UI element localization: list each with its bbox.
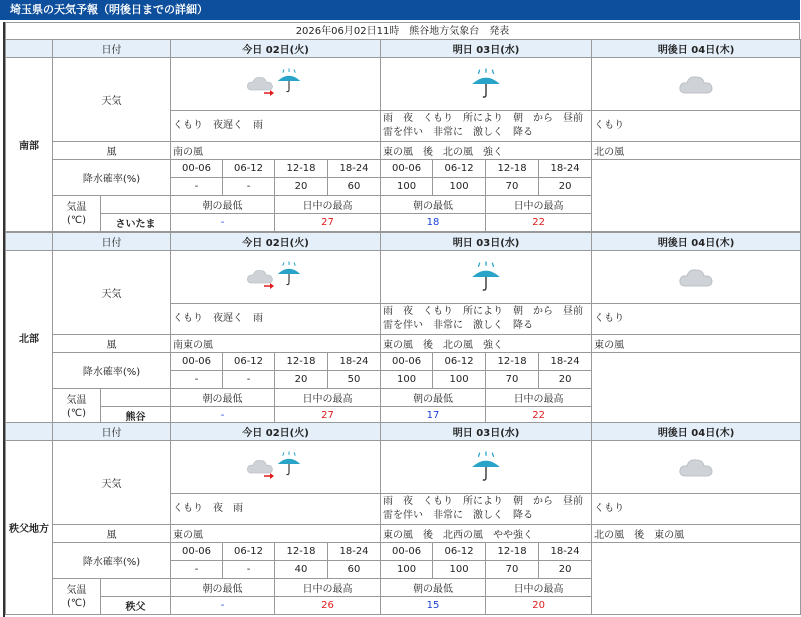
- pop-tomorrow-value: 100: [381, 561, 433, 579]
- date-label: 日付: [53, 233, 171, 251]
- region-name: 北部: [6, 251, 53, 425]
- pop-slot-header: 18-24: [539, 160, 592, 178]
- page-title: 埼玉県の天気予報（明後日までの詳細）: [0, 0, 800, 20]
- pop-slot-header: 12-18: [275, 353, 328, 371]
- pop-today-value: 50: [328, 371, 381, 389]
- max-temp-header: 日中の最高: [275, 196, 381, 214]
- pop-today-value: 60: [328, 178, 381, 196]
- wind-after: 北の風 後 東の風: [592, 525, 801, 543]
- wind-tomorrow: 東の風 後 北西の風 やや強く: [381, 525, 592, 543]
- pop-slot-header: 12-18: [486, 543, 539, 561]
- today-max-temp: 27: [275, 407, 381, 425]
- pop-tomorrow-value: 100: [433, 371, 486, 389]
- weather-text-tomorrow: 雨 夜 くもり 所により 朝 から 昼前 雷を伴い 非常に 激しく 降る: [381, 494, 592, 525]
- issued-info: 2026年06月02日11時 熊谷地方気象台 発表: [5, 22, 800, 39]
- min-temp-header: 朝の最低: [171, 196, 275, 214]
- pop-today-value: -: [223, 371, 275, 389]
- temp-label: 気温 (℃): [53, 389, 101, 425]
- pop-tomorrow-value: 100: [381, 178, 433, 196]
- date-label: 日付: [53, 40, 171, 58]
- wind-today: 東の風: [171, 525, 381, 543]
- wind-after: 北の風: [592, 142, 801, 160]
- weather-text-after: くもり: [592, 304, 801, 335]
- weather-label: 天気: [53, 251, 171, 335]
- pop-slot-header: 06-12: [223, 353, 275, 371]
- weather-text-after: くもり: [592, 111, 801, 142]
- min-temp-header: 朝の最低: [171, 579, 275, 597]
- pop-slot-header: 12-18: [486, 160, 539, 178]
- pop-slot-header: 12-18: [275, 160, 328, 178]
- arrow-icon: [264, 282, 274, 290]
- tomorrow-min-temp: 17: [381, 407, 486, 425]
- pop-tomorrow-value: 20: [539, 178, 592, 196]
- forecast-table-0: [5, 39, 801, 232]
- weather-icon-after: [592, 58, 801, 111]
- wind-today: 南の風: [171, 142, 381, 160]
- pop-slot-header: 06-12: [223, 543, 275, 561]
- pop-slot-header: 18-24: [539, 543, 592, 561]
- weather-text-today: くもり 夜遅く 雨: [171, 111, 381, 142]
- date-label: 日付: [53, 423, 171, 441]
- umbrella-icon: [470, 68, 502, 100]
- umbrella-icon: [276, 68, 302, 94]
- pop-today-value: -: [171, 178, 223, 196]
- umbrella-icon: [470, 451, 502, 483]
- day-today: 今日 02日(火): [171, 40, 381, 58]
- today-max-temp: 27: [275, 214, 381, 232]
- pop-slot-header: 18-24: [328, 543, 381, 561]
- weather-icon-after: [592, 441, 801, 494]
- pop-today-value: -: [171, 561, 223, 579]
- pop-label: 降水確率(%): [53, 353, 171, 389]
- day-tomorrow: 明日 03日(水): [381, 233, 592, 251]
- pop-slot-header: 18-24: [539, 353, 592, 371]
- weather-icon-today: [171, 441, 381, 494]
- weather-label: 天気: [53, 58, 171, 142]
- cloud-then-rain-icon: [246, 68, 306, 98]
- umbrella-icon: [276, 261, 302, 287]
- pop-slot-header: 18-24: [328, 353, 381, 371]
- pop-today-value: 20: [275, 371, 328, 389]
- weather-label: 天気: [53, 441, 171, 525]
- max-temp-header: 日中の最高: [275, 389, 381, 407]
- city-name: さいたま: [101, 214, 171, 232]
- cloud-then-rain-icon: [246, 451, 306, 481]
- pop-today-value: -: [223, 561, 275, 579]
- pop-slot-header: 12-18: [486, 353, 539, 371]
- max-temp-header: 日中の最高: [486, 389, 592, 407]
- pop-slot-header: 00-06: [171, 543, 223, 561]
- wind-label: 風: [53, 142, 171, 160]
- temp-label: 気温 (℃): [53, 196, 101, 232]
- cloud-icon: [678, 455, 714, 479]
- cloud-icon: [678, 72, 714, 96]
- wind-after: 東の風: [592, 335, 801, 353]
- umbrella-icon: [276, 451, 302, 477]
- temp-label: 気温 (℃): [53, 579, 101, 615]
- min-temp-header: 朝の最低: [381, 389, 486, 407]
- forecast-table-2: [5, 422, 801, 615]
- today-min-temp: -: [171, 214, 275, 232]
- pop-tomorrow-value: 70: [486, 178, 539, 196]
- pop-tomorrow-value: 70: [486, 561, 539, 579]
- min-temp-header: 朝の最低: [171, 389, 275, 407]
- pop-slot-header: 06-12: [223, 160, 275, 178]
- pop-today-value: -: [223, 178, 275, 196]
- pop-tomorrow-value: 100: [381, 371, 433, 389]
- pop-slot-header: 00-06: [381, 160, 433, 178]
- min-temp-header: 朝の最低: [381, 579, 486, 597]
- today-min-temp: -: [171, 407, 275, 425]
- weather-text-tomorrow: 雨 夜 くもり 所により 朝 から 昼前 雷を伴い 非常に 激しく 降る: [381, 304, 592, 335]
- cloud-icon: [678, 265, 714, 289]
- day-today: 今日 02日(火): [171, 423, 381, 441]
- arrow-icon: [264, 472, 274, 480]
- tomorrow-max-temp: 22: [486, 407, 592, 425]
- pop-label: 降水確率(%): [53, 543, 171, 579]
- pop-today-value: 60: [328, 561, 381, 579]
- wind-label: 風: [53, 525, 171, 543]
- region-name: 南部: [6, 58, 53, 232]
- weather-text-after: くもり: [592, 494, 801, 525]
- pop-slot-header: 00-06: [171, 160, 223, 178]
- weather-icon-tomorrow: [381, 58, 592, 111]
- pop-today-value: 20: [275, 178, 328, 196]
- today-max-temp: 26: [275, 597, 381, 615]
- pop-tomorrow-value: 20: [539, 371, 592, 389]
- pop-label: 降水確率(%): [53, 160, 171, 196]
- pop-slot-header: 00-06: [171, 353, 223, 371]
- forecast-table-1: [5, 232, 801, 425]
- today-min-temp: -: [171, 597, 275, 615]
- city-name: 秩父: [101, 597, 171, 615]
- weather-icon-today: [171, 58, 381, 111]
- day-after: 明後日 04日(木): [592, 40, 801, 58]
- pop-today-value: -: [171, 371, 223, 389]
- tomorrow-min-temp: 18: [381, 214, 486, 232]
- tomorrow-max-temp: 22: [486, 214, 592, 232]
- pop-tomorrow-value: 100: [433, 561, 486, 579]
- pop-today-value: 40: [275, 561, 328, 579]
- wind-label: 風: [53, 335, 171, 353]
- tomorrow-max-temp: 20: [486, 597, 592, 615]
- weather-icon-tomorrow: [381, 441, 592, 494]
- min-temp-header: 朝の最低: [381, 196, 486, 214]
- cloud-then-rain-icon: [246, 261, 306, 291]
- pop-slot-header: 18-24: [328, 160, 381, 178]
- city-name: 熊谷: [101, 407, 171, 425]
- max-temp-header: 日中の最高: [275, 579, 381, 597]
- pop-slot-header: 00-06: [381, 543, 433, 561]
- pop-slot-header: 06-12: [433, 543, 486, 561]
- tomorrow-min-temp: 15: [381, 597, 486, 615]
- weather-icon-today: [171, 251, 381, 304]
- max-temp-header: 日中の最高: [486, 196, 592, 214]
- pop-tomorrow-value: 70: [486, 371, 539, 389]
- arrow-icon: [264, 89, 274, 97]
- pop-tomorrow-value: 100: [433, 178, 486, 196]
- pop-slot-header: 06-12: [433, 353, 486, 371]
- day-tomorrow: 明日 03日(水): [381, 423, 592, 441]
- pop-slot-header: 06-12: [433, 160, 486, 178]
- weather-text-today: くもり 夜遅く 雨: [171, 304, 381, 335]
- wind-tomorrow: 東の風 後 北の風 強く: [381, 335, 592, 353]
- day-after: 明後日 04日(木): [592, 423, 801, 441]
- day-after: 明後日 04日(木): [592, 233, 801, 251]
- wind-tomorrow: 東の風 後 北の風 強く: [381, 142, 592, 160]
- day-today: 今日 02日(火): [171, 233, 381, 251]
- weather-icon-tomorrow: [381, 251, 592, 304]
- day-tomorrow: 明日 03日(水): [381, 40, 592, 58]
- weather-text-today: くもり 夜 雨: [171, 494, 381, 525]
- max-temp-header: 日中の最高: [486, 579, 592, 597]
- wind-today: 南東の風: [171, 335, 381, 353]
- pop-slot-header: 00-06: [381, 353, 433, 371]
- weather-icon-after: [592, 251, 801, 304]
- pop-slot-header: 12-18: [275, 543, 328, 561]
- weather-text-tomorrow: 雨 夜 くもり 所により 朝 から 昼前 雷を伴い 非常に 激しく 降る: [381, 111, 592, 142]
- pop-tomorrow-value: 20: [539, 561, 592, 579]
- region-name: 秩父地方: [6, 441, 53, 615]
- umbrella-icon: [470, 261, 502, 293]
